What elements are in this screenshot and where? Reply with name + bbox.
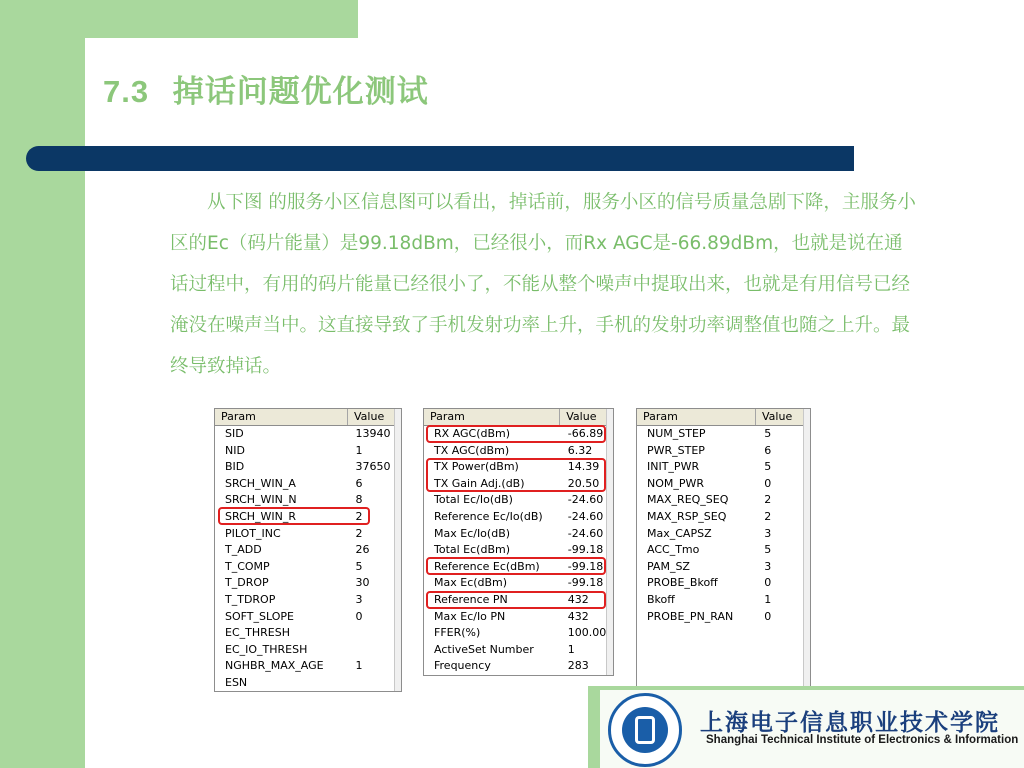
param-value: 2	[355, 526, 363, 540]
param-value: 37650	[355, 460, 391, 474]
table-row[interactable]	[215, 459, 401, 476]
column-header-value[interactable]: Value	[348, 409, 401, 425]
param-value: 0	[764, 476, 772, 490]
param-name: NUM_STEP	[647, 427, 706, 440]
table-row[interactable]	[215, 559, 401, 576]
table-row[interactable]	[637, 443, 810, 460]
table-row[interactable]	[637, 609, 810, 626]
school-name-chinese: 上海电子信息职业技术学院	[700, 709, 1000, 736]
panel-rows	[637, 426, 810, 625]
param-value: 432	[567, 609, 589, 623]
table-row[interactable]	[215, 675, 401, 692]
table-row[interactable]	[637, 426, 810, 443]
param-value: 0	[355, 609, 363, 623]
table-row[interactable]	[215, 609, 401, 626]
param-value: 0	[764, 609, 772, 623]
panel-header	[215, 409, 401, 426]
param-value: 5	[764, 427, 772, 440]
table-row[interactable]	[215, 625, 401, 642]
param-value: -24.60	[567, 493, 604, 507]
table-row[interactable]	[424, 509, 613, 526]
table-row[interactable]	[215, 476, 401, 493]
param-name: ESN	[225, 675, 248, 689]
param-value: 2	[764, 493, 772, 507]
param-value: 5	[764, 543, 772, 557]
param-name: Reference Ec/Io(dB)	[434, 509, 543, 523]
param-name: NID	[225, 443, 245, 457]
param-name: PWR_STEP	[647, 443, 705, 457]
table-row[interactable]	[637, 575, 810, 592]
param-value: 2	[355, 509, 363, 523]
param-value: 3	[764, 526, 772, 540]
param-name: T_COMP	[225, 559, 270, 573]
param-name: PILOT_INC	[225, 526, 281, 540]
panel-rows	[215, 426, 401, 692]
param-value: 1	[764, 592, 772, 606]
table-row[interactable]	[215, 443, 401, 460]
table-row[interactable]	[215, 426, 401, 443]
param-value: 14.39	[567, 460, 600, 474]
param-value: 13940	[355, 427, 391, 440]
param-name: MAX_RSP_SEQ	[647, 509, 727, 523]
column-header-param[interactable]: Param	[637, 409, 756, 425]
scrollbar[interactable]	[394, 409, 401, 691]
param-value: 30	[355, 576, 370, 590]
param-name: Max Ec(dBm)	[434, 576, 508, 590]
param-name: PROBE_Bkoff	[647, 576, 718, 590]
highlight-rx-agc	[426, 425, 606, 443]
table-row[interactable]	[424, 658, 613, 675]
param-name: Bkoff	[647, 592, 675, 606]
title-number: 7.3	[103, 74, 150, 109]
table-row[interactable]	[637, 542, 810, 559]
param-name: RX AGC(dBm)	[434, 427, 511, 440]
table-row[interactable]	[637, 476, 810, 493]
param-value: 8	[355, 493, 363, 507]
param-name: PAM_SZ	[647, 559, 690, 573]
scrollbar[interactable]	[606, 409, 613, 675]
param-value: 6.32	[567, 443, 593, 457]
param-value: 5	[355, 559, 363, 573]
param-name: EC_IO_THRESH	[225, 642, 308, 656]
params-panel-rf	[423, 408, 614, 676]
table-row[interactable]	[637, 459, 810, 476]
table-row[interactable]	[424, 609, 613, 626]
param-value: 6	[355, 476, 363, 490]
param-value: 5	[764, 460, 772, 474]
param-name: T_ADD	[225, 543, 262, 557]
top-decor-band	[85, 0, 358, 38]
param-name: Reference PN	[434, 592, 508, 606]
params-panel-access	[636, 408, 811, 692]
param-value: -99.18	[567, 559, 604, 573]
panel-header	[637, 409, 810, 426]
params-panel-search	[214, 408, 402, 692]
param-name: Total Ec/Io(dB)	[434, 493, 513, 507]
param-name: SOFT_SLOPE	[225, 609, 294, 623]
param-name: NOM_PWR	[647, 476, 705, 490]
param-name: FFER(%)	[434, 626, 481, 640]
param-name: Max Ec/Io(dB)	[434, 526, 511, 540]
param-value: 0	[764, 576, 772, 590]
highlight-reference-ec	[426, 557, 606, 575]
column-header-value[interactable]: Value	[756, 409, 809, 425]
param-value: 100.00	[567, 626, 607, 640]
table-row[interactable]	[637, 592, 810, 609]
title-divider-bar	[26, 146, 854, 171]
param-name: BID	[225, 460, 245, 474]
table-row[interactable]	[424, 575, 613, 592]
param-name: TX AGC(dBm)	[434, 443, 510, 457]
table-row[interactable]	[424, 492, 613, 509]
title-text: 掉话问题优化测试	[172, 74, 429, 110]
param-value: 283	[567, 659, 589, 673]
param-name: Frequency	[434, 659, 491, 673]
param-name: NGHBR_MAX_AGE	[225, 659, 324, 673]
param-value: 3	[764, 559, 772, 573]
highlight-srch-win-r	[218, 507, 370, 525]
body-paragraph: 从下图 的服务小区信息图可以看出，掉话前，服务小区的信号质量急剧下降，主服务小区的Ec（码片能量）是99.18dBm，已经很小，而Rx AGC是-66.89dBm，也就是说在通话过程中，有用的码片能量已经很小了，不能从整个噪声中提取出来，也就是有用信号已经淹没在噪声当中。这直接导致了手机发射功率上升，手机的发射功率调整值也随之上升。最终导致掉话。	[170, 192, 916, 377]
table-row[interactable]	[637, 509, 810, 526]
param-name: PROBE_PN_RAN	[647, 609, 734, 623]
param-name: Max Ec/Io PN	[434, 609, 506, 623]
param-value: 1	[567, 642, 575, 656]
highlight-tx-power-gain	[426, 458, 606, 492]
table-row[interactable]	[215, 526, 401, 543]
param-value: -99.18	[567, 576, 604, 590]
table-row[interactable]	[637, 559, 810, 576]
param-name: Total Ec(dBm)	[434, 543, 511, 557]
param-name: ACC_Tmo	[647, 543, 700, 557]
param-name: Max_CAPSZ	[647, 526, 712, 540]
slide-title	[103, 66, 429, 111]
table-row[interactable]	[637, 492, 810, 509]
param-name: ActiveSet Number	[434, 642, 534, 656]
panel-header	[424, 409, 613, 426]
scrollbar[interactable]	[803, 409, 810, 691]
param-name: TX Power(dBm)	[434, 460, 519, 474]
param-name: T_TDROP	[225, 592, 276, 606]
param-value: 20.50	[567, 476, 600, 490]
param-name: SRCH_WIN_N	[225, 493, 297, 507]
school-seal-icon	[608, 693, 682, 767]
table-row[interactable]	[215, 575, 401, 592]
column-header-param[interactable]: Param	[424, 409, 560, 425]
param-value: -66.89	[567, 427, 604, 440]
param-value: 432	[567, 592, 589, 606]
table-row[interactable]	[424, 625, 613, 642]
highlight-reference-pn	[426, 591, 606, 609]
table-row[interactable]	[424, 443, 613, 460]
table-row[interactable]	[637, 526, 810, 543]
param-name: EC_THRESH	[225, 626, 290, 640]
param-value: 2	[764, 509, 772, 523]
param-value: -24.60	[567, 509, 604, 523]
param-name: MAX_REQ_SEQ	[647, 493, 729, 507]
param-name: SRCH_WIN_A	[225, 476, 296, 490]
param-value: -24.60	[567, 526, 604, 540]
table-row[interactable]	[215, 542, 401, 559]
school-name-english: Shanghai Technical Institute of Electronics & Information	[706, 734, 1019, 746]
param-value: 1	[355, 443, 363, 457]
param-name: INIT_PWR	[647, 460, 700, 474]
table-row[interactable]	[215, 592, 401, 609]
param-name: SRCH_WIN_R	[225, 509, 297, 523]
param-name: TX Gain Adj.(dB)	[434, 476, 525, 490]
param-name: T_DROP	[225, 576, 269, 590]
param-value: -99.18	[567, 543, 604, 557]
param-value: 1	[355, 659, 363, 673]
table-row[interactable]	[215, 658, 401, 675]
left-decor-band	[0, 0, 85, 768]
param-value: 6	[764, 443, 772, 457]
param-name: Reference Ec(dBm)	[434, 559, 540, 573]
param-value: 26	[355, 543, 370, 557]
table-row[interactable]	[215, 642, 401, 659]
param-value: 3	[355, 592, 363, 606]
column-header-param[interactable]: Param	[215, 409, 348, 425]
param-name: SID	[225, 427, 244, 440]
column-header-value[interactable]: Value	[560, 409, 613, 425]
table-row[interactable]	[424, 526, 613, 543]
table-row[interactable]	[424, 642, 613, 659]
